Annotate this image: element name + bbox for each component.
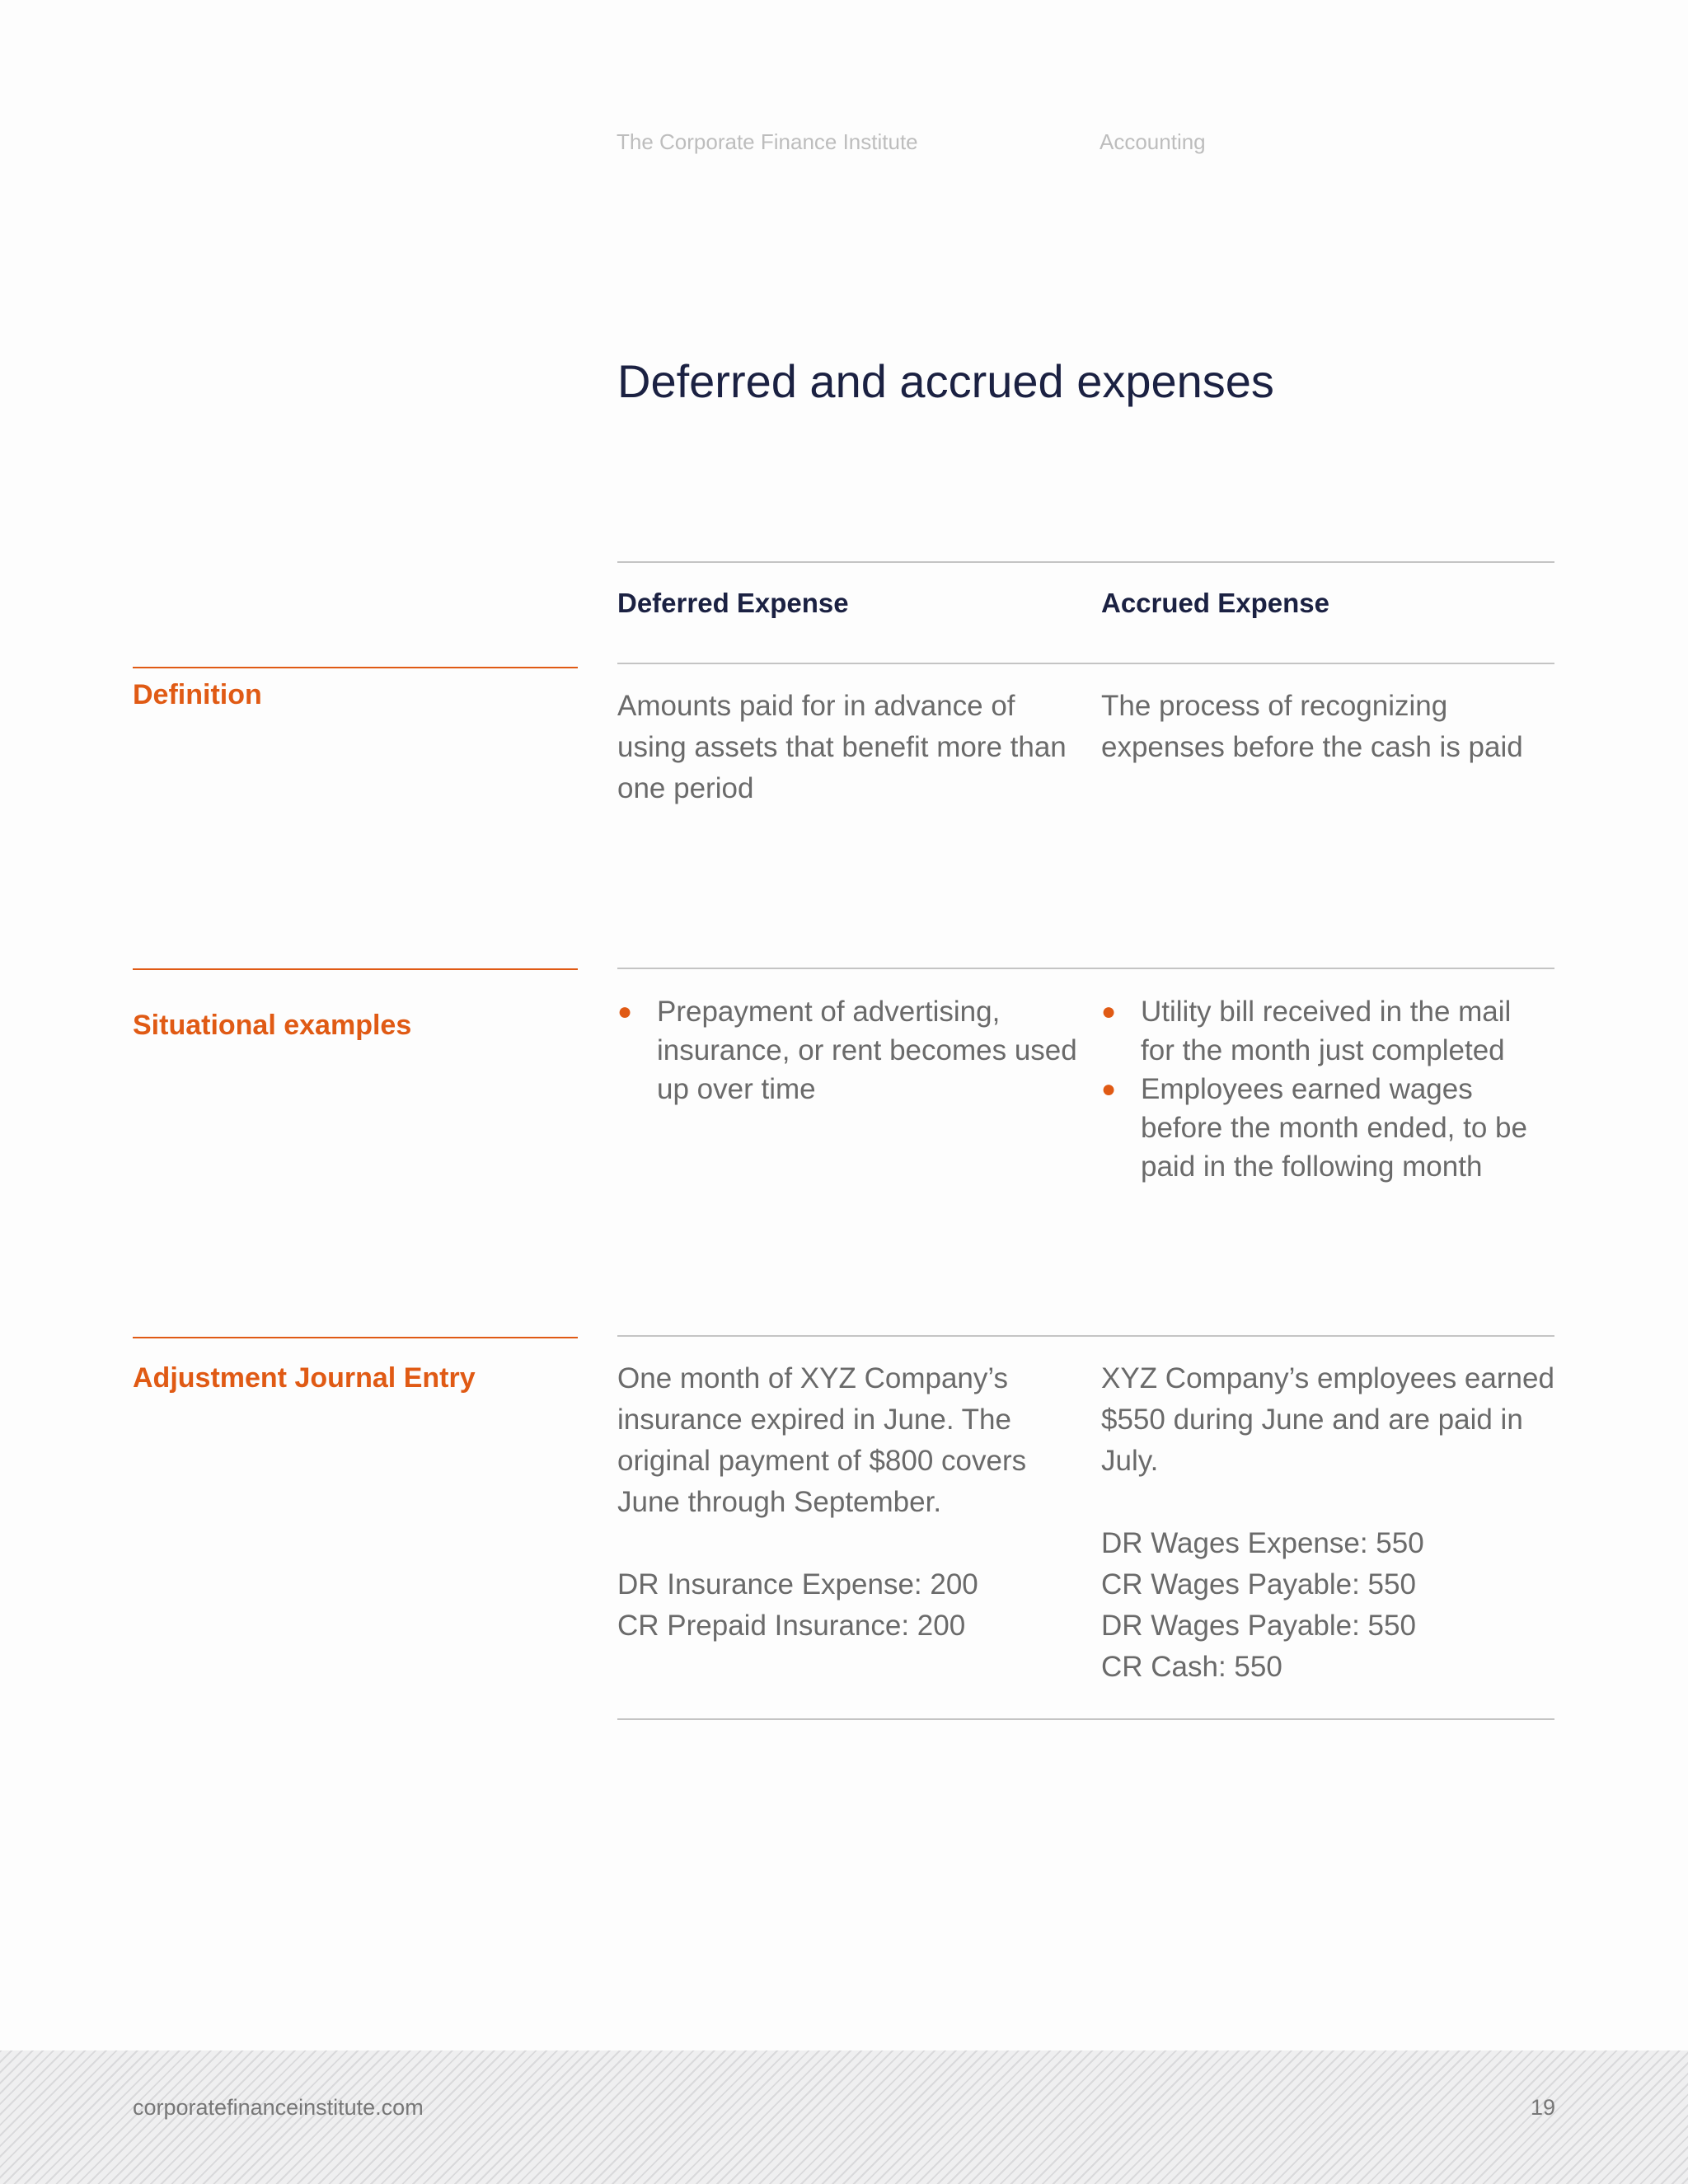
row-label-journal: Adjustment Journal Entry	[133, 1362, 476, 1394]
journal-entry-line: DR Insurance Expense: 200	[617, 1568, 978, 1601]
journal-deferred-entries	[617, 1564, 978, 1647]
table-header-rule	[617, 663, 1554, 664]
journal-entry-line: CR Cash: 550	[1101, 1651, 1282, 1683]
definition-accrued: The process of recognizing expenses before the cash is paid	[1101, 690, 1523, 763]
column-header-deferred: Deferred Expense	[617, 588, 849, 618]
list-item: ● Employees earned wages before the month ended, to be paid in the following month	[1101, 1070, 1546, 1186]
table-bottom-rule	[617, 1718, 1554, 1720]
journal-entry-line: DR Wages Payable: 550	[1101, 1610, 1416, 1642]
bullet-icon: ●	[617, 998, 633, 1025]
examples-deferred-list	[617, 992, 1087, 1108]
row-rule-examples	[133, 968, 578, 970]
header-section: Accounting	[1100, 129, 1206, 154]
examples-rule	[617, 968, 1554, 969]
journal-rule	[617, 1335, 1554, 1337]
list-item: ● Utility bill received in the mail for the month just completed	[1101, 992, 1546, 1070]
footer-url: corporatefinanceinstitute.com	[133, 2095, 424, 2120]
journal-entry-line: CR Prepaid Insurance: 200	[617, 1610, 966, 1642]
examples-accrued-list	[1101, 992, 1546, 1186]
bullet-icon: ●	[1101, 998, 1117, 1025]
row-rule-definition	[133, 667, 578, 668]
definition-deferred: Amounts paid for in advance of using assets that benefit more than one period	[617, 690, 1067, 804]
column-header-accrued: Accrued Expense	[1101, 588, 1329, 618]
journal-deferred-text: One month of XYZ Company’s insurance expired in June. The original payment of $800 covers June through September.	[617, 1362, 1027, 1518]
list-item: ● Prepayment of advertising, insurance, or rent becomes used up over time	[617, 992, 1087, 1108]
page-footer	[0, 2050, 1688, 2184]
journal-accrued-text: XYZ Company’s employees earned $550 during June and are paid in July.	[1101, 1362, 1554, 1477]
header-publisher: The Corporate Finance Institute	[617, 129, 918, 154]
table-top-rule	[617, 561, 1554, 563]
journal-entry-line: CR Wages Payable: 550	[1101, 1568, 1416, 1601]
journal-entry-line: DR Wages Expense: 550	[1101, 1527, 1424, 1559]
bullet-icon: ●	[1101, 1076, 1117, 1103]
row-rule-journal	[133, 1337, 578, 1338]
page-title: Deferred and accrued expenses	[617, 355, 1274, 407]
journal-accrued-entries	[1101, 1523, 1424, 1688]
page-number: 19	[1530, 2095, 1555, 2120]
row-label-definition: Definition	[133, 679, 262, 710]
row-label-examples: Situational examples	[133, 1010, 412, 1041]
